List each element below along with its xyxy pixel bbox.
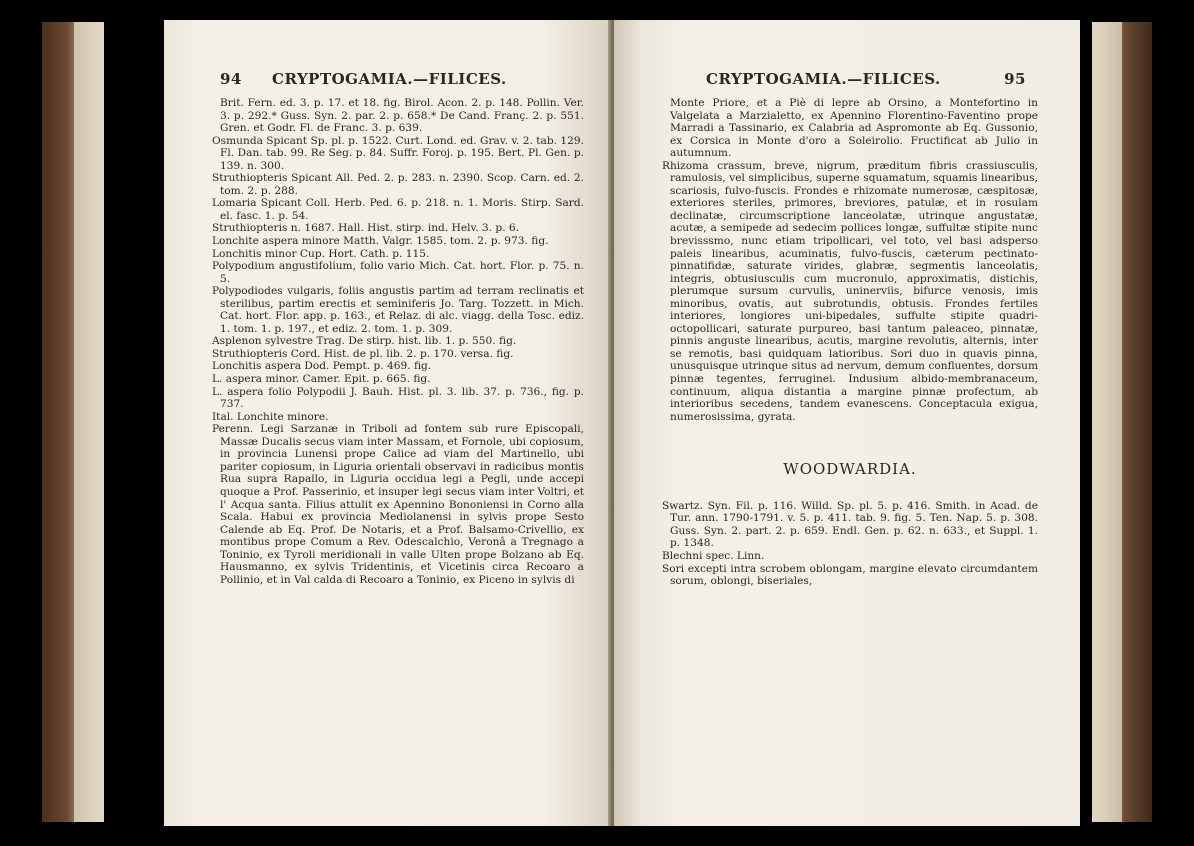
section-heading: WOODWARDIA. (783, 460, 917, 479)
right-page-number: 95 (1004, 70, 1026, 88)
left-page-text (212, 97, 584, 586)
left-page-edges (42, 22, 104, 822)
left-page (164, 20, 612, 826)
paragraph: Lomaria Spicant Coll. Herb. Ped. 6. p. 218. n. 1. Moris. Stirp. Sard. el. fasc. 1. p. 54. (212, 197, 584, 222)
paragraph: Struthiopteris Spicant All. Ped. 2. p. 283. n. 2390. Scop. Carn. ed. 2. tom. 2. p. 288. (212, 172, 584, 197)
open-book (42, 20, 1152, 828)
paragraph: Sori excepti intra scrobem oblongam, margine elevato circumdantem sorum, oblongi, biseriales, (662, 562, 1038, 588)
paragraph: Lonchitis minor Cup. Hort. Cath. p. 115. (212, 247, 430, 260)
right-running-title: CRYPTOGAMIA.—FILICES. (706, 70, 941, 88)
right-page (614, 20, 1080, 826)
paragraph: L. aspera folio Polypodii J. Bauh. Hist. pl. 3. lib. 37. p. 736., fig. p. 737. (212, 385, 584, 411)
paragraph: Monte Priore, et a Piè di lepre ab Orsino, a Montefortino in Valgelata a Marzialetto, ex Apennino Florentino-Faventino prope Marradi a Tassinario, ex Calabria ad Aspromonte ab Eq. Gussonio, ex Corsica in Monte d'oro a Soleirolio. Fructificat ab Julio in autumnum. (670, 97, 1038, 160)
paragraph: Perenn. Legi Sarzanæ in Triboli ad fontem sub rure Episcopali, Massæ Ducalis secus viam inter Massam, et Fornole, ubi copiosum, in provincia Lunensi prope Calice ad viam del Martinello, ubi pariter copiosum, in Liguria orientali observavi in radicibus montis Rua supra Rapallo, in Liguria occidua legi a Pegli, unde accepi quoque a Prof. Passerinio, et insuper legi secus viam inter Voltri, et l' Acqua santa. Filius attulit ex Apennino Bononiensi in Corno alla Scala. Habui ex provincia Mediolanensi in sylvis prope Sesto Calende ab Eq. Prof. De Notaris, et a Prof. Balsamo-Crivellio, ex montibus prope Comum a Rev. Odescalchio, Veronâ a Tregnago a Toninio, ex Tyroli meridionali in valle Ulten prope Bolzano ab Eq. Hausmanno, ex sylvis Tridentinis, et Vicetinis circa Recoaro a Pollinio, et in Val calda di Recoaro a Toninio, ex Piceno in sylvis di (212, 423, 584, 586)
paragraph: Blechni spec. Linn. (662, 549, 765, 562)
paragraph: Ital. Lonchite minore. (212, 410, 329, 423)
paragraph: Polypodiodes vulgaris, foliis angustis partim ad terram reclinatis et sterilibus, partim erectis et seminiferis Jo. Targ. Tozzett. in Mich. Cat. hort. Flor. app. p. 163., et Relaz. di alc. viagg. della Tosc. ediz. 1. tom. 1. p. 197., et ediz. 2. tom. 1. p. 309. (212, 285, 584, 335)
paragraph: Struthiopteris n. 1687. Hall. Hist. stirp. ind. Helv. 3. p. 6. (212, 222, 520, 235)
paragraph: Asplenon sylvestre Trag. De stirp. hist. lib. 1. p. 550. fig. (212, 335, 517, 348)
paragraph: L. aspera minor. Camer. Epit. p. 665. fig. (212, 373, 431, 386)
paragraph: Swartz. Syn. Fil. p. 116. Willd. Sp. pl. 5. p. 416. Smith. in Acad. de Tur. ann. 1790-1791. v. 5. p. 411. tab. 9. fig. 5. Ten. Nap. 5. p. 308. Guss. Syn. 2. part. 2. p. 659. Endl. Gen. p. 62. n. 633., et Suppl. 1. p. 1348. (662, 499, 1038, 550)
paragraph: Lonchitis aspera Dod. Pempt. p. 469. fig. (212, 360, 432, 373)
paragraph: Lonchite aspera minore Matth. Valgr. 1585. tom. 2. p. 973. fig. (212, 235, 549, 248)
left-running-title: CRYPTOGAMIA.—FILICES. (272, 70, 507, 88)
right-page-edges (1092, 22, 1152, 822)
paragraph: Struthiopteris Cord. Hist. de pl. lib. 2. p. 170. versa. fig. (212, 347, 514, 360)
right-page-text (662, 97, 1038, 588)
paragraph: Osmunda Spicant Sp. pl. p. 1522. Curt. Lond. ed. Grav. v. 2. tab. 129. Fl. Dan. tab. 99. Re Seg. p. 84. Suffr. Foroj. p. 195. Bert. Pl. Gen. p. 139. n. 300. (212, 134, 584, 172)
paragraph: Polypodium angustifolium, folio vario Mich. Cat. hort. Flor. p. 75. n. 5. (212, 260, 584, 285)
paragraph: Brit. Fern. ed. 3. p. 17. et 18. fig. Birol. Acon. 2. p. 148. Pollin. Ver. 3. p. 292.* Guss. Syn. 2. par. 2. p. 658.* De Cand. Franç. 2. p. 551. Gren. et Godr. Fl. de Franc. 3. p. 639. (220, 97, 584, 135)
paragraph: Rhizoma crassum, breve, nigrum, præditum fibris crassiusculis, ramulosis, vel simplicibus, superne squamatum, squamis linearibus, scariosis, fulvo-fuscis. Frondes e rhizomate numerosæ, cæspitosæ, exteriores steriles, primores, breviores, patulæ, et in rosulam declinatæ, circumscriptione lanceolatæ, utrinque angustatæ, acutæ, a semipede ad sedecim pollices longæ, suffultæ stipite nunc brevisssmo, nunc etiam tripollicari, vel toto, vel basi adsperso paleis linearibus, acuminatis, fulvo-fuscis, cæterum pectinato-pinnatifidæ, saturate virides, glabræ, segmentis lanceolatis, integris, obtusiusculis cum mucronulo, approximatis, distichis, plerumque sursum curvulis, uninerviis, bifurce venosis, imis minoribus, ovatis, aut subrotundis, obtusis. Frondes fertiles interiores, longiores uni-bipedales, suffulte stipite quadri-octopollicari, saturate purpureo, basi tantum paleaceo, pinnatæ, pinnis anguste linearibus, acutis, margine revolutis, alternis, inter se remotis, basi quidquam latioribus. Sori duo in quavis pinna, unusquisque utrinque situs ad nervum, demum confluentes, dorsum pinnæ tegentes, ferruginei. Indusium albido-membranaceum, continuum, aliqua distantia a margine pinnæ profectum, ab interioribus secedens, tandem evanescens. Conceptacula exigua, numerosissima, gyrata. (662, 159, 1038, 423)
left-page-number: 94 (220, 70, 242, 88)
